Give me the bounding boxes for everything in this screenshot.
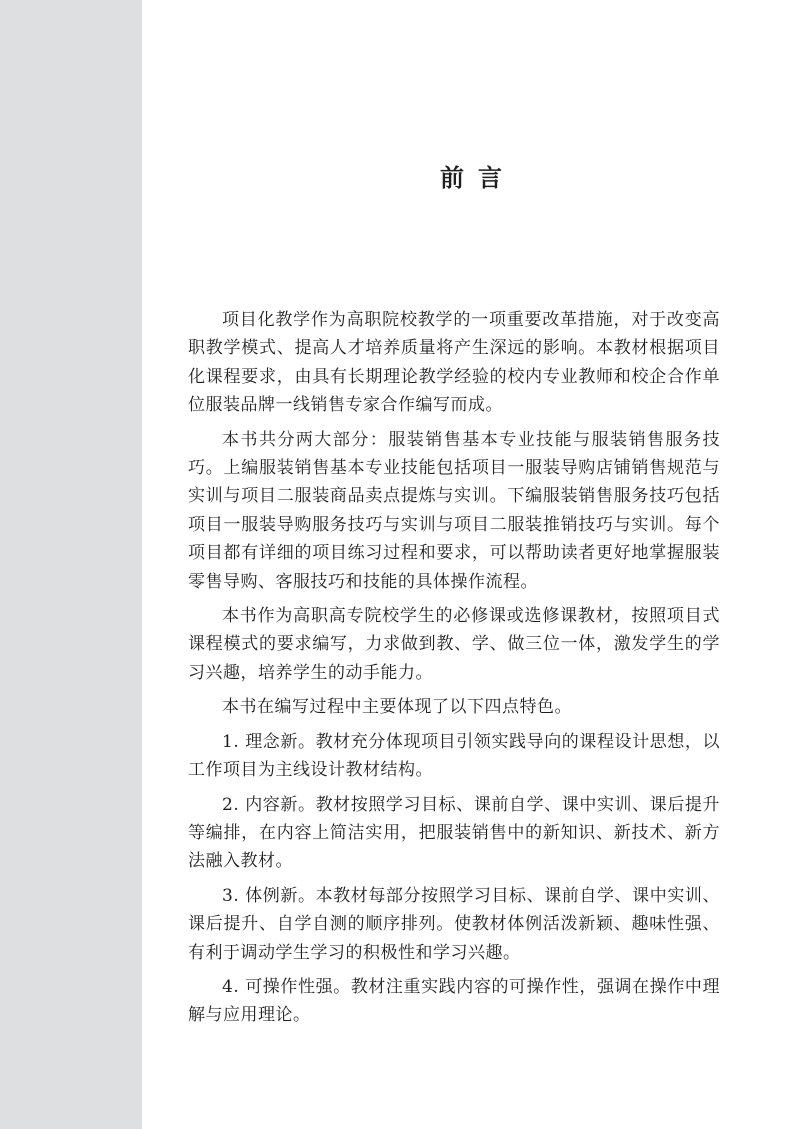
paragraph: 项目化教学作为高职院校教学的一项重要改革措施，对于改变高职教学模式、提高人才培养质量将产生深远的影响。本教材根据项目化课程要求，由具有长期理论教学经验的校内专业教师和校企合作单位服装品牌一线销售专家合作编写而成。 xyxy=(188,310,720,416)
document-page xyxy=(142,0,800,1129)
paragraph: 本书共分两大部分：服装销售基本专业技能与服装销售服务技巧。上编服装销售基本专业技能包括项目一服装导购店铺销售规范与实训与项目二服装商品卖点提炼与实训。下编服装销售服务技巧包括项目一服装导购服务技巧与实训与项目二服装推销技巧与实训。每个项目都有详细的项目练习过程和要求，可以帮助读者更好地掌握服装零售导购、客服技巧和技能的具体操作流程。 xyxy=(188,429,720,592)
binding-margin xyxy=(0,0,142,1129)
preface-body xyxy=(188,306,720,1036)
paragraph: 4. 可操作性强。教材注重实践内容的可操作性，强调在操作中理解与应用理论。 xyxy=(188,976,720,1026)
paragraph: 本书作为高职高专院校学生的必修课或选修课教材，按照项目式课程模式的要求编写，力求做到教、学、做三位一体，激发学生的学习兴趣，培养学生的动手能力。 xyxy=(188,606,720,683)
paragraph: 3. 体例新。本教材每部分按照学习目标、课前自学、课中实训、课后提升、自学自测的顺序排列。使教材体例活泼新颖、趣味性强、有利于调动学生学习的积极性和学习兴趣。 xyxy=(188,885,720,963)
page-title: 前言 xyxy=(440,163,516,192)
paragraph: 本书在编写过程中主要体现了以下四点特色。 xyxy=(222,697,572,718)
paragraph: 2. 内容新。教材按照学习目标、课前自学、课中实训、课后提升等编排，在内容上简洁实用，把服装销售中的新知识、新技术、新方法融入教材。 xyxy=(188,794,720,872)
paragraph: 1. 理念新。教材充分体现项目引领实践导向的课程设计思想，以工作项目为主线设计教材结构。 xyxy=(188,731,720,781)
